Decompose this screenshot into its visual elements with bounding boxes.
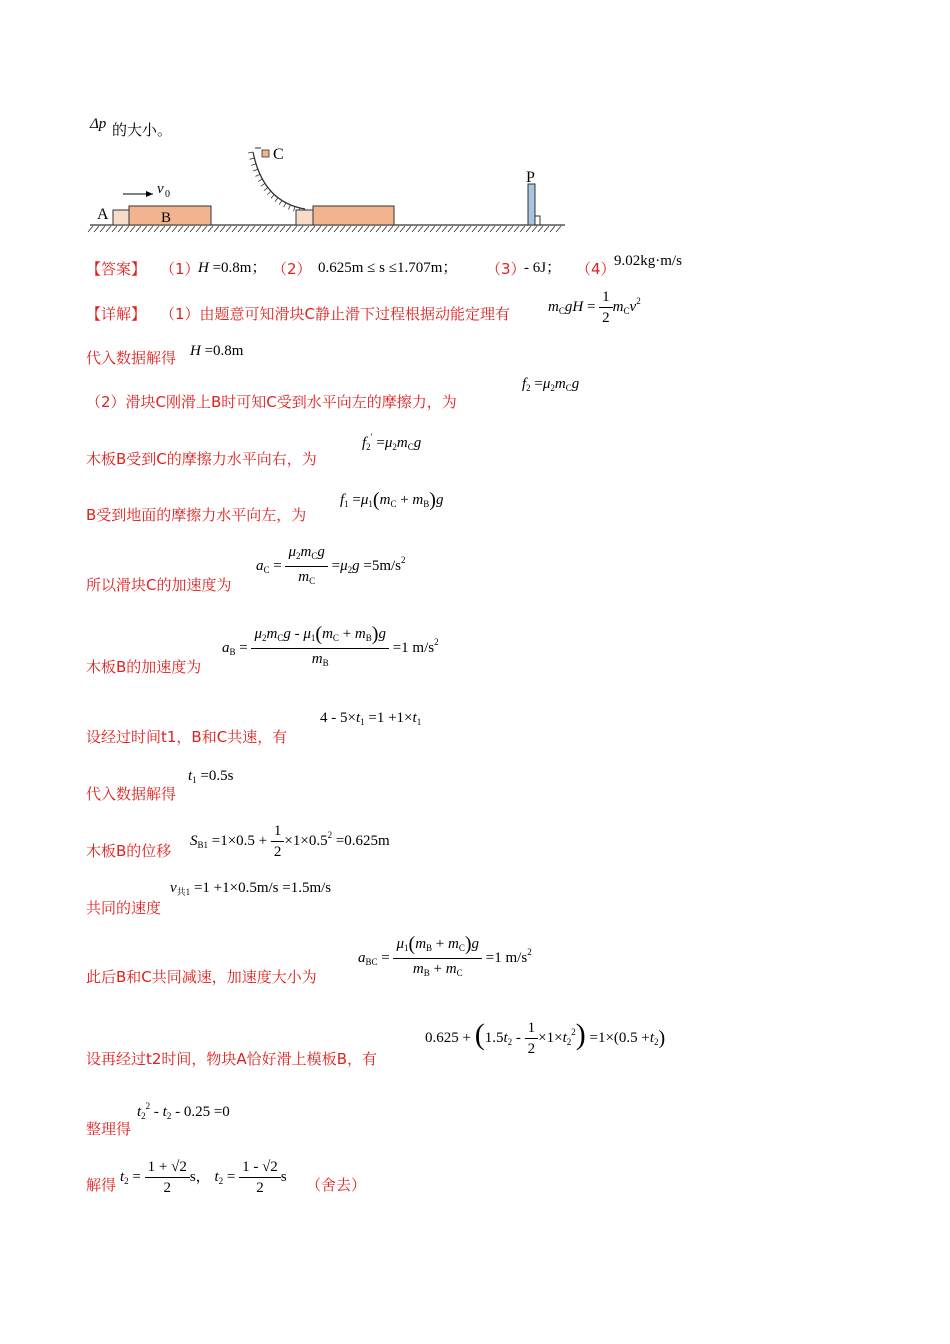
hatch-mark — [172, 226, 177, 232]
hatch-mark — [406, 226, 411, 232]
block-a — [113, 210, 129, 225]
detail-s10: 木板B的位移 — [86, 842, 172, 860]
hatch-mark — [436, 226, 441, 232]
hatch-mark — [460, 226, 465, 232]
hatch-mark — [556, 226, 561, 232]
hatch-mark — [202, 226, 207, 232]
hatch-mark — [520, 226, 525, 232]
track-hatch-mark — [255, 174, 260, 176]
detail-s2: 代入数据解得 — [86, 349, 177, 367]
answer-part4: 9.02kg·m/s — [614, 253, 682, 269]
eq-t2: $0.625 + (1.5t_2$ - $\frac{1}{2}$ $\times 1\times t_2^2) =1\times(0.5 +t_2)$ — [425, 1018, 666, 1058]
hatch-mark — [136, 226, 141, 232]
hatch-mark — [370, 226, 375, 232]
hatch-mark — [448, 226, 453, 232]
hatch-mark — [466, 226, 471, 232]
eq-f2: $f_2 =\mu_2m_Cg$ — [522, 376, 580, 393]
eq-f2-prime: $f_2' =\mu_2m_Cg$ — [362, 432, 422, 452]
hatch-mark — [412, 226, 417, 232]
detail-s9: 代入数据解得 — [86, 785, 177, 803]
hatch-mark — [352, 226, 357, 232]
label-v: v — [157, 181, 164, 197]
hatch-mark — [394, 226, 399, 232]
detail-tag: 【详解】 — [86, 305, 147, 323]
hatch-mark — [160, 226, 165, 232]
hatch-mark — [454, 226, 459, 232]
hatch-mark — [508, 226, 513, 232]
hatch-mark — [292, 226, 297, 232]
detail-s5: B受到地面的摩擦力水平向左，为 — [86, 506, 307, 524]
hatch-mark — [226, 226, 231, 232]
detail-s8: 设经过时间t1，B和C共速，有 — [86, 728, 288, 746]
track-hatch-mark — [251, 164, 256, 165]
hatch-mark — [376, 226, 381, 232]
hatch-mark — [544, 226, 549, 232]
physics-diagram — [85, 140, 575, 236]
answer-part3: - 6J； — [524, 260, 562, 276]
hatch-mark — [442, 226, 447, 232]
hatch-mark — [304, 226, 309, 232]
block-a-second — [296, 210, 313, 225]
hatch-mark — [274, 226, 279, 232]
label-a: A — [97, 206, 109, 223]
hatch-mark — [382, 226, 387, 232]
eq-sb: $S_{B1} =1\times 0.5$ + $\frac{1}{2}$ $\times 1\times 0.5^2 =0.625m$ — [190, 823, 390, 860]
hatch-mark — [142, 226, 147, 232]
track-hatch-mark — [271, 195, 274, 199]
hatch-mark — [550, 226, 555, 232]
hatch-mark — [124, 226, 129, 232]
hatch-mark — [388, 226, 393, 232]
hatch-mark — [232, 226, 237, 232]
hatch-mark — [94, 226, 99, 232]
hatch-mark — [430, 226, 435, 232]
hatch-mark — [262, 226, 267, 232]
hatch-mark — [238, 226, 243, 232]
hatch-mark — [214, 226, 219, 232]
label-c: C — [273, 146, 284, 163]
hatch-mark — [196, 226, 201, 232]
eq-ac: $a_C$ = $\frac{\mu_2m_Cg}{m_C}$ $=\mu_2g =5m/s^2$ — [256, 544, 406, 586]
hatch-mark — [322, 226, 327, 232]
answer-part2-label: （2） — [272, 260, 312, 278]
hatch-mark — [502, 226, 507, 232]
eq-abc: $a_{BC}$ = $\frac{\mu_1(m_B + m_C)g}{m_B + m_C}$ =1 $m/s^2$ — [358, 933, 532, 978]
detail-s11: 共同的速度 — [86, 899, 162, 917]
hatch-mark — [490, 226, 495, 232]
answer-part2: 0.625m ≤ s ≤1.707m； — [318, 260, 458, 276]
hatch-mark — [220, 226, 225, 232]
hatch-mark — [484, 226, 489, 232]
post-base — [535, 216, 540, 225]
hatch-mark — [286, 226, 291, 232]
track-hatch-mark — [264, 188, 268, 191]
hatch-mark — [340, 226, 345, 232]
post-p — [528, 184, 535, 225]
hatch-mark — [526, 226, 531, 232]
track-hatch-mark — [258, 179, 262, 181]
track-hatch-mark — [279, 200, 282, 204]
hatch-mark — [178, 226, 183, 232]
ground-hatching — [88, 226, 561, 232]
hatch-mark — [88, 226, 93, 232]
detail-s15b: （舍去） — [306, 1176, 367, 1194]
hatch-mark — [310, 226, 315, 232]
track-hatch-mark — [293, 207, 295, 212]
answer-part3-label: （3） — [486, 260, 526, 278]
top-text: 的大小。 — [112, 121, 173, 139]
hatch-mark — [106, 226, 111, 232]
eq-f1: $f_1 =\mu_1(m_C + m_B)g$ — [340, 489, 444, 511]
hatch-mark — [118, 226, 123, 232]
track-hatch-mark — [275, 198, 278, 202]
eq-v-common: $v_{共1} =1 +1\times 0.5m/s =1.5m/s$ — [170, 880, 332, 897]
hatch-mark — [346, 226, 351, 232]
eq-solution: $t_2$ = $\frac{1 + √2}{2}$ s， $t_2$ = $\frac{1 - √2}{2}$ s — [120, 1159, 287, 1196]
eq-h: H =0.8m — [190, 343, 244, 359]
track-hatch-mark — [248, 152, 253, 153]
answer-tag: 【答案】 — [86, 260, 147, 278]
eq-ab: $a_B$ = $\frac{\mu_2m_Cg - \mu_1(m_C + m_B)g}{m_B}$ =1 $m/s^2$ — [222, 623, 439, 668]
track-hatch-mark — [261, 183, 265, 186]
detail-s13: 设再经过t2时间，物块A恰好滑上模板B，有 — [86, 1050, 377, 1068]
track-hatch-mark — [250, 158, 255, 159]
hatch-mark — [130, 226, 135, 232]
hatch-mark — [418, 226, 423, 232]
hatch-mark — [328, 226, 333, 232]
hatch-mark — [208, 226, 213, 232]
hatch-mark — [154, 226, 159, 232]
hatch-mark — [478, 226, 483, 232]
answer-part1: H =0.8m； — [198, 260, 267, 276]
detail-s4: 木板B受到C的摩擦力水平向右，为 — [86, 450, 317, 468]
hatch-mark — [496, 226, 501, 232]
detail-s14: 整理得 — [86, 1120, 132, 1138]
hatch-mark — [358, 226, 363, 232]
track-hatch-mark — [288, 205, 290, 210]
detail-s3: （2）滑块C刚滑上B时可知C受到水平向左的摩擦力，为 — [86, 393, 457, 411]
block-c — [262, 150, 269, 157]
hatch-mark — [532, 226, 537, 232]
hatch-mark — [472, 226, 477, 232]
answer-part4-label: （4） — [576, 260, 616, 278]
delta-p-symbol: Δp — [90, 116, 107, 132]
eq-t1: $4 - 5\times t_1 =1 +1\times t_1$ — [320, 710, 422, 727]
track-hatch-mark — [253, 169, 258, 171]
detail-s6: 所以滑块C的加速度为 — [86, 576, 232, 594]
answer-part1-label: （1） — [160, 260, 200, 278]
hatch-mark — [538, 226, 543, 232]
hatch-mark — [424, 226, 429, 232]
hatch-mark — [280, 226, 285, 232]
label-b: B — [161, 210, 172, 226]
eq-quadratic: $t_2^2 - t_2 - 0.25 =0$ — [137, 1101, 230, 1121]
detail-s1: （1）由题意可知滑块C静止滑下过程根据动能定理有 — [160, 305, 511, 323]
hatch-mark — [166, 226, 171, 232]
hatch-mark — [334, 226, 339, 232]
track-hatch-mark — [267, 191, 271, 194]
hatch-mark — [112, 226, 117, 232]
track-hatch-mark — [284, 203, 286, 207]
label-v-sub: 0 — [165, 189, 170, 200]
hatch-mark — [100, 226, 105, 232]
label-p: P — [526, 169, 535, 186]
eq-energy: $m_CgH$ = $\frac{1}{2}$ $m_Cv^2$ — [548, 289, 641, 326]
hatch-mark — [250, 226, 255, 232]
hatch-mark — [244, 226, 249, 232]
hatch-mark — [400, 226, 405, 232]
hatch-mark — [514, 226, 519, 232]
board-b-second — [313, 206, 394, 225]
eq-t1-val: $t_1 =0.5s$ — [188, 768, 234, 785]
detail-s7: 木板B的加速度为 — [86, 658, 202, 676]
detail-s12: 此后B和C共同减速，加速度大小为 — [86, 968, 317, 986]
hatch-mark — [364, 226, 369, 232]
hatch-mark — [316, 226, 321, 232]
detail-s15a: 解得 — [86, 1176, 117, 1194]
hatch-mark — [256, 226, 261, 232]
arrow-head-icon — [146, 191, 153, 197]
hatch-mark — [268, 226, 273, 232]
hatch-mark — [298, 226, 303, 232]
hatch-mark — [148, 226, 153, 232]
hatch-mark — [190, 226, 195, 232]
hatch-mark — [184, 226, 189, 232]
